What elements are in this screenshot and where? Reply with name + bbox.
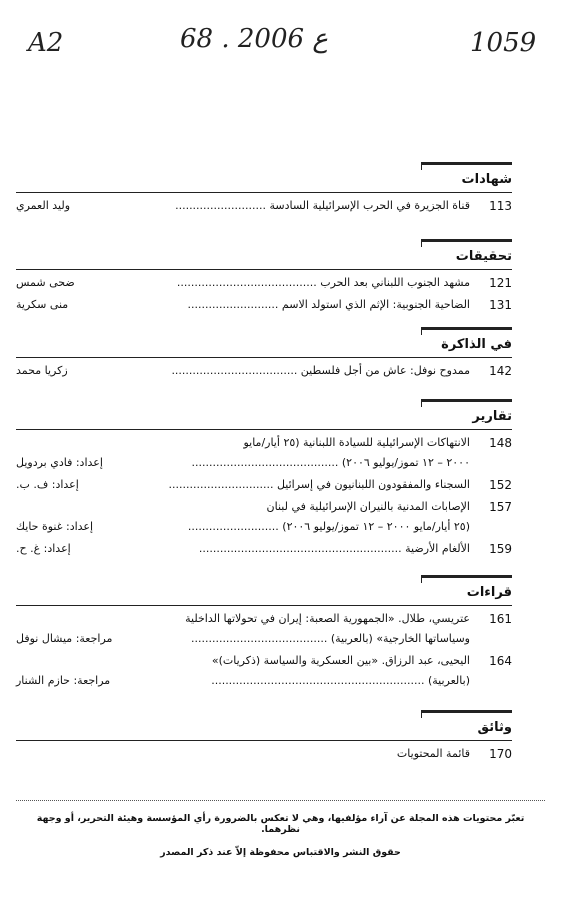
toc-entry [16,454,512,472]
section-header [16,583,512,606]
header-bar [422,162,512,165]
header-bar [422,399,512,402]
header-divider [421,239,422,247]
section-2 [16,335,512,380]
toc-entry [16,296,512,314]
entry-title: الألغام الأرضية .......................................................... [198,542,470,555]
entry-title: اليحيى، عبد الرزاق. «بين العسكرية والسياسة (ذكريات)» [211,654,470,667]
handwritten-issue: 68 . ع 2006 [180,24,328,54]
header-bar [422,239,512,242]
toc-entry [16,197,512,215]
header-divider [421,327,422,335]
toc-entry [16,476,512,494]
toc-entry [16,362,512,380]
section-title: تحقيقات [455,249,512,264]
section-header [16,170,512,193]
toc-entry [16,630,512,648]
entry-title: الضاحية الجنوبية: الإثم الذي استولد الاسم .......................... [187,298,470,311]
page-number: 170 [489,747,512,761]
section-1 [16,247,512,314]
entry-title: وسياساتها الخارجية» (بالعربية) ....................................... [190,632,470,645]
page-number: 142 [489,364,512,378]
header-bar [422,710,512,713]
handwritten-code-left: A2 [28,28,64,58]
entry-title: قناة الجزيرة في الحرب الإسرائيلية السادسة .......................... [175,199,470,212]
section-header [16,718,512,741]
toc-entry [16,610,512,628]
section-header [16,247,512,270]
entry-title: الإصابات المدنية بالنيران الإسرائيلية في لبنان [266,500,470,513]
entry-author: وليد العمري [16,199,71,212]
entry-title: مشهد الجنوب اللبناني بعد الحرب ........................................ [176,276,470,289]
page-number: 131 [489,298,512,312]
header-divider [421,710,422,718]
toc-entry [16,518,512,536]
disclaimer-footer [16,800,545,858]
handwritten-number: 1059 [470,28,537,58]
disclaimer-line: تعبّر محتويات هذه المجلة عن آراء مؤلفيها، وهي لا تعكس بالضرورة رأي المؤسسة وهيئة التحرير، أو وجهة نظرهما. [36,813,525,835]
header-bar [422,575,512,578]
entry-title: الانتهاكات الإسرائيلية للسيادة اللبنانية (٢٥ أيار/مايو [243,436,470,449]
entry-author: إعداد: ف. ب. [16,478,79,491]
entry-author: زكريا محمد [16,364,68,377]
entry-title: ٢٠٠٠ – ١٢ تموز/يوليو ٢٠٠٦) .......................................... [191,456,470,469]
section-title: شهادات [461,172,512,187]
header-divider [421,162,422,170]
toc-entry [16,274,512,292]
toc-entry [16,540,512,558]
section-5 [16,718,512,763]
section-title: وثائق [477,720,512,735]
section-4 [16,583,512,690]
section-header [16,407,512,430]
page-number: 157 [489,500,512,514]
entry-author: إعداد: غ. ح. [16,542,71,555]
toc-entry [16,652,512,670]
page-number: 121 [489,276,512,290]
section-3 [16,407,512,558]
toc-entry [16,434,512,452]
entry-author: مراجعة: حازم الشنار [16,674,111,687]
section-title: تقارير [472,409,512,424]
page-number: 164 [489,654,512,668]
section-0 [16,170,512,215]
page-number: 159 [489,542,512,556]
entry-author: ضحى شمس [16,276,75,289]
entry-author: مراجعة: ميشال نوفل [16,632,113,645]
section-title: في الذاكرة [441,337,512,352]
header-divider [421,399,422,407]
page-number: 148 [489,436,512,450]
entry-author: إعداد: غنوة حايك [16,520,94,533]
copyright-line: حقوق النشر والاقتباس محفوظة إلاّ عند ذكر المصدر [160,847,401,858]
entry-title: ممدوح نوفل: عاش من أجل فلسطين .................................... [171,364,470,377]
page-number: 113 [489,199,512,213]
entry-author: منى سكرية [16,298,69,311]
entry-title: عتريسي، طلال. «الجمهورية الصعبة: إيران في تحولاتها الداخلية [185,612,470,625]
entry-author: إعداد: فادي بردويل [16,456,103,469]
entry-title: (٢٥ أيار/مايو ٢٠٠٠ – ١٢ تموز/يوليو ٢٠٠٦) .......................... [187,520,470,533]
page-number: 152 [489,478,512,492]
page-number: 161 [489,612,512,626]
section-title: قراءات [466,585,512,600]
toc-entry [16,498,512,516]
entry-title: (بالعربية) ............................................................. [211,674,470,687]
header-divider [421,575,422,583]
header-bar [422,327,512,330]
toc-entry [16,745,512,763]
entry-title: السجناء والمفقودون اللبنانيون في إسرائيل .............................. [168,478,470,491]
toc-entry [16,672,512,690]
section-header [16,335,512,358]
entry-title: قائمة المحتويات [396,747,470,760]
